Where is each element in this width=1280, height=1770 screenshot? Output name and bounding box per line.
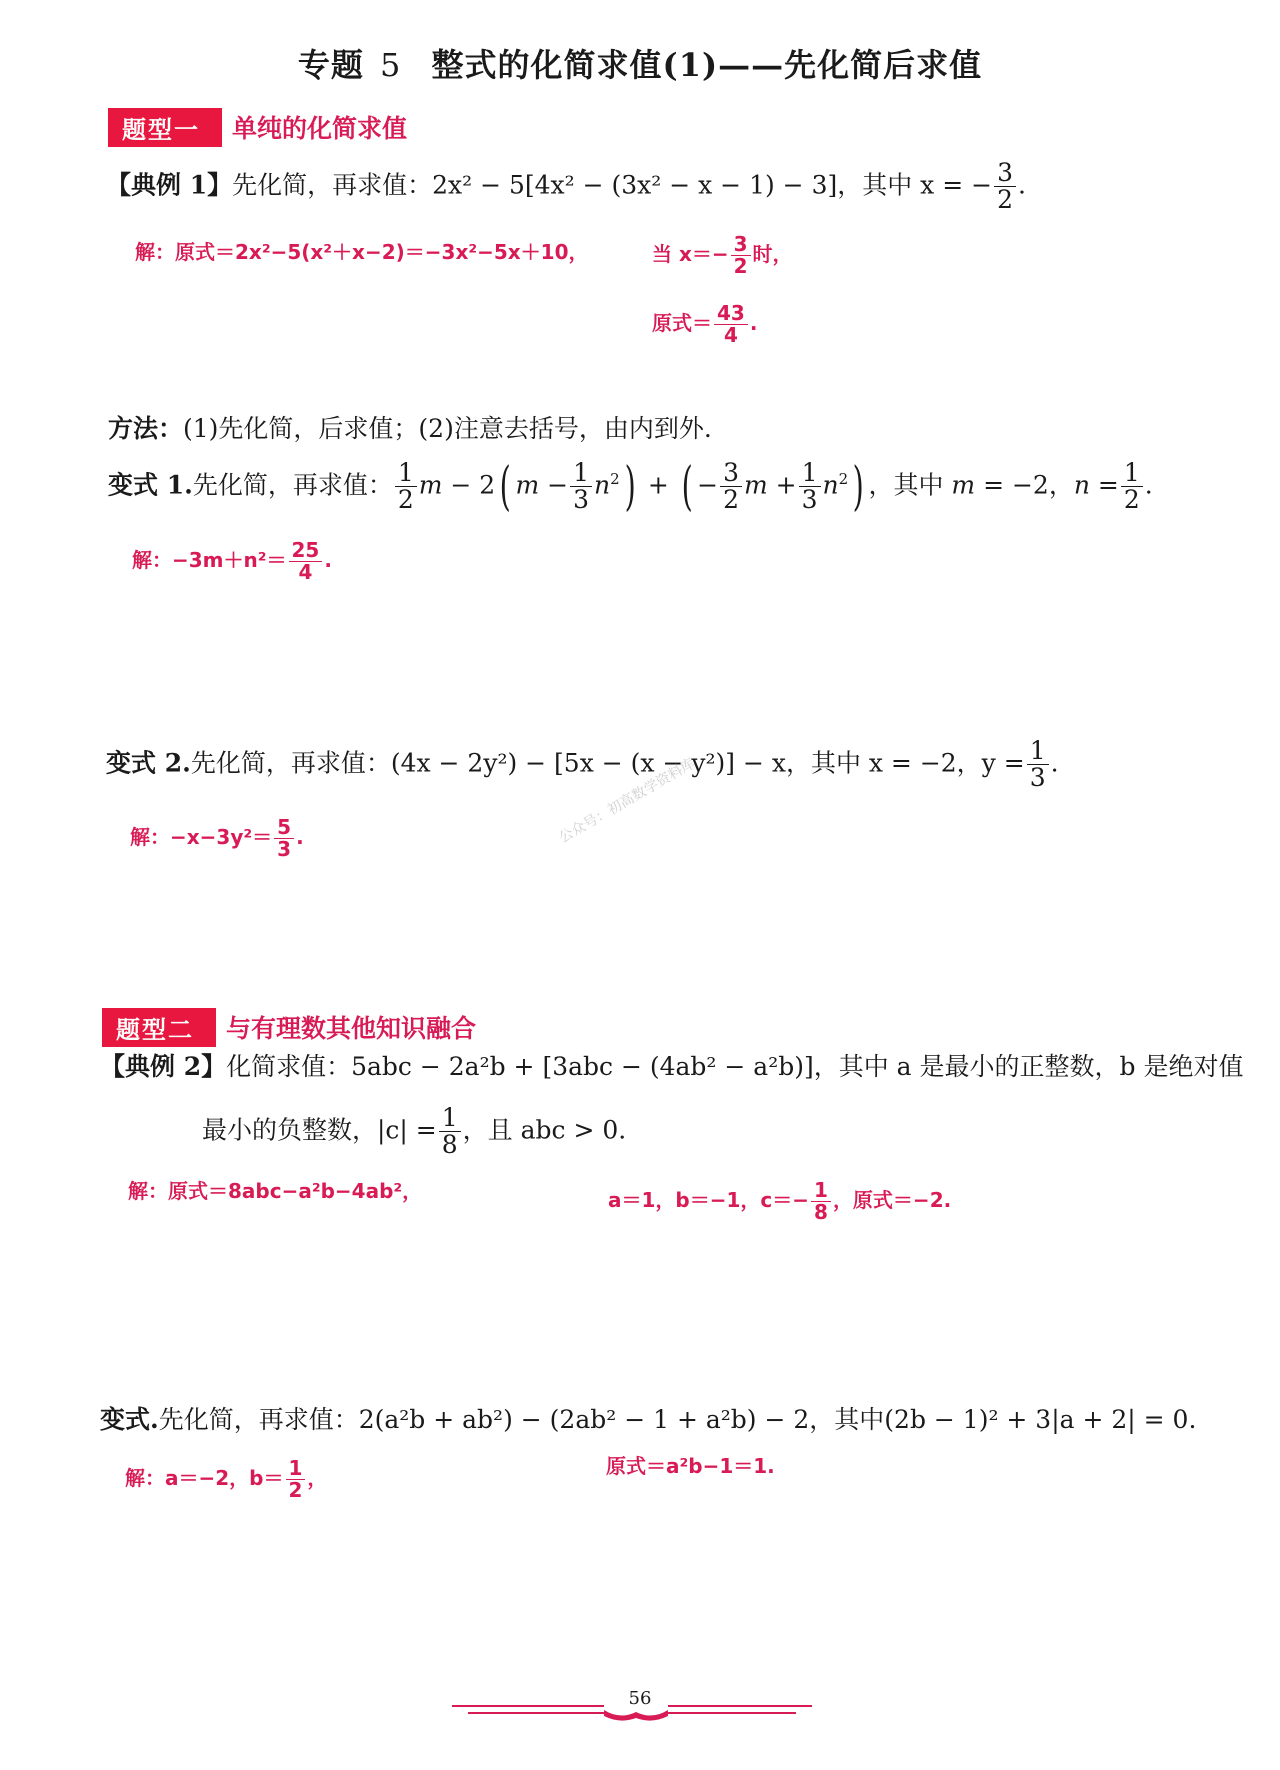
page-number: 56 bbox=[628, 1688, 652, 1709]
footer-rule-left-2 bbox=[468, 1712, 604, 1714]
variant-2-answer bbox=[130, 817, 304, 860]
solution-a-suffix: ， bbox=[307, 1466, 328, 1490]
answer-prefix: 解：−3m＋n²＝ bbox=[132, 548, 287, 572]
variant-1: 变式 1.先化简，再求值： $\frac{1}{2}$ m − 2( m − $\frac{1}{3}$ $n^2$) + ( − $\frac{3}{2}$ m + $\frac{1}{3}$ $n^2$) ，其中 m = −2，n = $\frac{1}{2}$ . bbox=[108, 456, 1153, 517]
fraction-numerator: 5 bbox=[277, 815, 292, 839]
fraction-numerator: 25 bbox=[291, 538, 320, 562]
fraction-numerator: 3 bbox=[997, 158, 1013, 187]
title-number: 5 bbox=[380, 46, 402, 84]
method-note bbox=[108, 414, 712, 444]
fraction-numerator: 1 bbox=[441, 1103, 458, 1132]
solution-b-fraction bbox=[731, 234, 751, 277]
title-text: 整式的化简求值(1)——先化简后求值 bbox=[431, 46, 983, 84]
variant-3-solution-a bbox=[125, 1458, 327, 1501]
fraction-denominator: 3 bbox=[1027, 764, 1049, 791]
example-1 bbox=[106, 160, 1026, 214]
fraction-numerator: 1 bbox=[1029, 736, 1046, 765]
fraction-denominator: 2 bbox=[994, 186, 1016, 213]
example-1-end: . bbox=[1017, 170, 1026, 200]
watermark: 公众号：初高数学资料库 bbox=[556, 755, 698, 847]
example-1-text: 先化简，再求值：2x² − 5[4x² − (3x² − x − 1) − 3]，其中 x = − bbox=[232, 170, 993, 200]
example-2-line-1: 化简求值：5abc − 2a²b + [3abc − (4ab² − a²b)]，其中 a 是最小的正整数，b 是绝对值 bbox=[226, 1052, 1244, 1081]
variant-1-label: 变式 1. bbox=[108, 470, 193, 500]
answer-fraction bbox=[289, 540, 323, 583]
solution-b-suffix: ，原式＝−2. bbox=[832, 1188, 952, 1212]
variant-3-label: 变式. bbox=[100, 1405, 159, 1434]
c-fraction bbox=[439, 1105, 461, 1159]
method-label: 方法： bbox=[108, 414, 184, 443]
variant-3-text: 先化简，再求值：2(a²b + ab²) − (2ab² − 1 + a²b) − 2，其中(2b − 1)² + 3|a + 2| = 0. bbox=[158, 1405, 1197, 1434]
variant-1-fraction: $\frac{1}{2}$ bbox=[395, 460, 417, 514]
example-2-label: 【典例 2】 bbox=[100, 1052, 227, 1081]
variant-3 bbox=[100, 1405, 1196, 1435]
example-1-solution-a: 解：原式＝2x²−5(x²＋x−2)＝−3x²−5x＋10， bbox=[135, 240, 589, 264]
answer-fraction bbox=[274, 817, 294, 860]
fraction-denominator: 3 bbox=[274, 838, 294, 860]
method-text: (1)先化简，后求值；(2)注意去括号，由内到外. bbox=[183, 414, 712, 443]
example-1-solution-b bbox=[652, 234, 793, 277]
page-title bbox=[0, 40, 1280, 86]
example-2-line-2 bbox=[202, 1105, 626, 1159]
footer-rule-right-2 bbox=[668, 1712, 796, 1714]
fraction-denominator: 4 bbox=[714, 324, 748, 346]
solution-a-prefix: 解：a＝−2，b＝ bbox=[125, 1466, 284, 1490]
line-2-prefix: 最小的负整数，|c| = bbox=[202, 1115, 437, 1145]
solution-b-suffix: 时， bbox=[752, 242, 793, 266]
variant-1-answer bbox=[132, 540, 332, 583]
fraction-denominator: 2 bbox=[731, 255, 751, 277]
title-prefix: 专题 bbox=[297, 46, 364, 84]
solution-c-fraction bbox=[714, 303, 748, 346]
solution-b-fraction bbox=[811, 1180, 831, 1223]
fraction-numerator: 43 bbox=[717, 301, 745, 325]
example-1-solution-c bbox=[652, 303, 757, 346]
example-1-label: 【典例 1】 bbox=[106, 170, 233, 200]
example-2 bbox=[100, 1052, 1243, 1082]
answer-suffix: . bbox=[324, 548, 332, 572]
section-title-1: 单纯的化简求值 bbox=[232, 114, 408, 143]
line-2-suffix: ，且 abc > 0. bbox=[462, 1115, 627, 1145]
variant-3-solution-b: 原式＝a²b−1＝1. bbox=[606, 1454, 775, 1478]
example-2-solution-a: 解：原式＝8abc−a²b−4ab²， bbox=[128, 1179, 423, 1203]
answer-prefix: 解：−x−3y²＝ bbox=[130, 825, 273, 849]
variant-1-text: 先化简，再求值： bbox=[192, 470, 393, 500]
fraction-numerator: 1 bbox=[288, 1456, 303, 1480]
solution-c-prefix: 原式＝ bbox=[652, 311, 712, 335]
fraction-denominator: 8 bbox=[439, 1131, 461, 1158]
example-2-solution-b bbox=[608, 1180, 951, 1223]
variant-2 bbox=[106, 738, 1059, 792]
variant-2-label: 变式 2. bbox=[106, 748, 191, 778]
solution-b-prefix: a＝1，b＝−1，c＝− bbox=[608, 1188, 810, 1212]
section-tag-2: 题型二 bbox=[102, 1008, 216, 1047]
fraction-numerator: 3 bbox=[733, 232, 748, 256]
variant-2-text: 先化简，再求值：(4x − 2y²) − [5x − (x − y²)] − x，其中 x = −2，y = bbox=[190, 748, 1025, 778]
example-1-fraction bbox=[994, 160, 1016, 214]
fraction-denominator: 4 bbox=[289, 561, 323, 583]
variant-2-end: . bbox=[1050, 748, 1059, 778]
fraction-numerator: 1 bbox=[814, 1178, 828, 1202]
fraction-denominator: 8 bbox=[811, 1201, 831, 1223]
solution-b-prefix: 当 x＝− bbox=[652, 242, 729, 266]
section-tag-1: 题型一 bbox=[108, 108, 222, 147]
solution-c-suffix: . bbox=[749, 311, 758, 335]
answer-suffix: . bbox=[296, 825, 304, 849]
variant-2-fraction bbox=[1027, 738, 1049, 792]
fraction-denominator: 2 bbox=[286, 1479, 306, 1501]
section-title-2: 与有理数其他知识融合 bbox=[226, 1014, 477, 1043]
solution-a-fraction bbox=[286, 1458, 306, 1501]
